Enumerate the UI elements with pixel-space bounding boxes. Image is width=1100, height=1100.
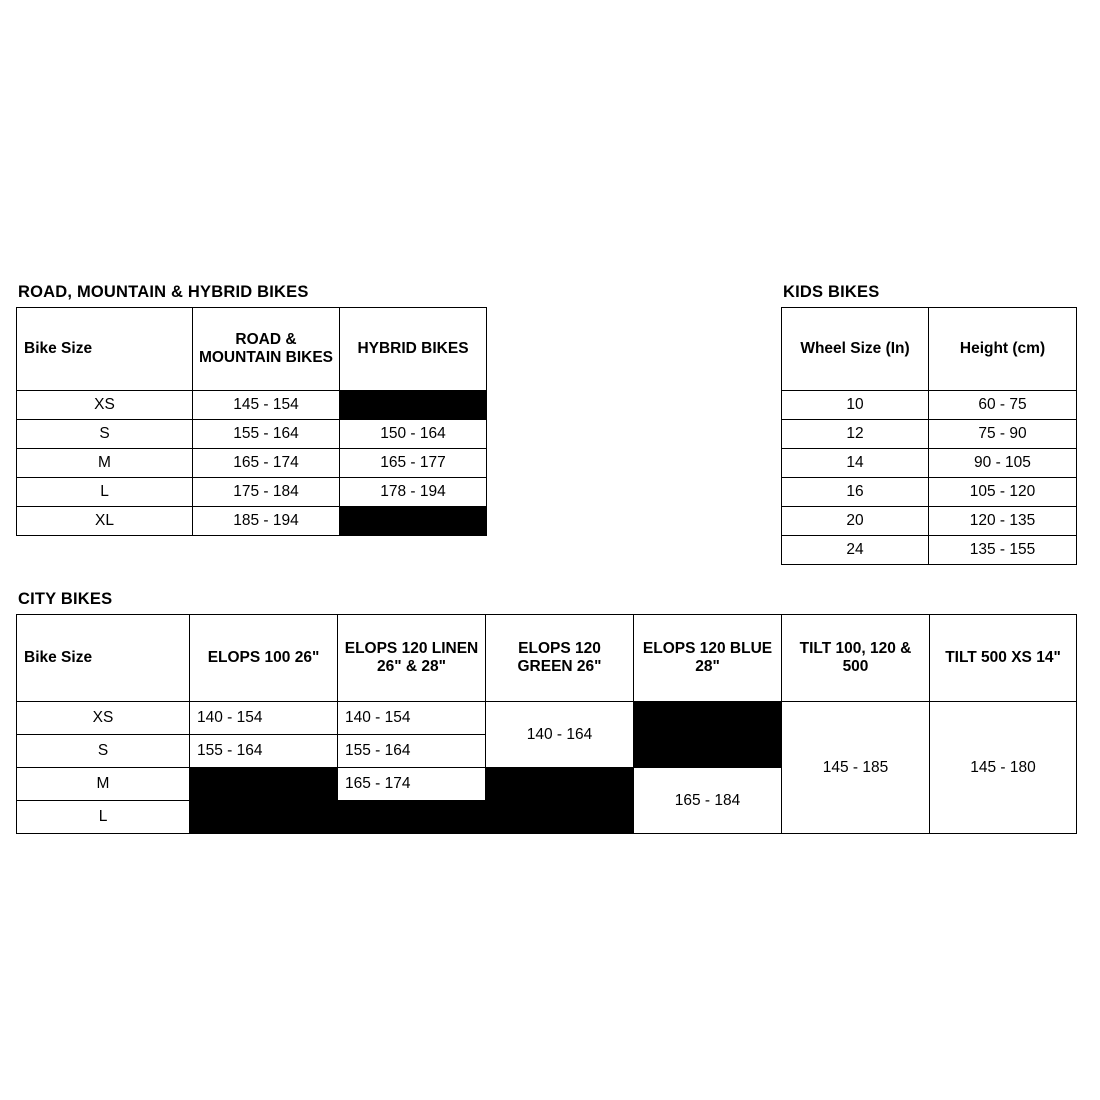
cell-bike-size: L <box>17 478 193 507</box>
column-header-bike-size: Bike Size <box>17 308 193 391</box>
cell-bike-size: M <box>17 768 190 801</box>
city-bikes-title: CITY BIKES <box>18 590 113 608</box>
column-header-elops-100-26: ELOPS 100 26" <box>190 615 338 702</box>
cell-wheel-size: 16 <box>782 478 929 507</box>
cell-hybrid: 150 - 164 <box>340 420 487 449</box>
kids-bikes-title: KIDS BIKES <box>783 283 880 301</box>
table-header-row <box>17 615 1077 702</box>
table-row <box>17 507 487 536</box>
cell-bike-size: XL <box>17 507 193 536</box>
table-row <box>17 391 487 420</box>
cell-elops-120-linen: 165 - 174 <box>338 768 486 801</box>
cell-bike-size: XS <box>17 702 190 735</box>
column-header-elops-120-linen: ELOPS 120 LINEN 26" & 28" <box>338 615 486 702</box>
cell-height: 120 - 135 <box>929 507 1077 536</box>
cell-wheel-size: 24 <box>782 536 929 565</box>
column-header-bike-size: Bike Size <box>17 615 190 702</box>
cell-hybrid: 178 - 194 <box>340 478 487 507</box>
table-row <box>782 420 1077 449</box>
cell-elops-120-green: 140 - 164 <box>486 702 634 768</box>
kids-bikes-table <box>781 307 1077 565</box>
table-header-row <box>17 308 487 391</box>
cell-wheel-size: 14 <box>782 449 929 478</box>
table-row <box>782 478 1077 507</box>
table-row <box>17 702 1077 735</box>
cell-bike-size: S <box>17 735 190 768</box>
cell-elops-120-blue-unavailable <box>634 702 782 768</box>
table-row <box>17 420 487 449</box>
cell-elops-100-26: 140 - 154 <box>190 702 338 735</box>
cell-height: 90 - 105 <box>929 449 1077 478</box>
city-bikes-table <box>16 614 1077 834</box>
cell-road-mountain: 155 - 164 <box>193 420 340 449</box>
cell-road-mountain: 145 - 154 <box>193 391 340 420</box>
cell-hybrid-unavailable <box>340 391 487 420</box>
cell-height: 60 - 75 <box>929 391 1077 420</box>
table-row <box>17 449 487 478</box>
cell-tilt-100-120-500: 145 - 185 <box>782 702 930 834</box>
column-header-tilt-500-xs-14: TILT 500 XS 14" <box>930 615 1077 702</box>
cell-height: 75 - 90 <box>929 420 1077 449</box>
kids-bikes-section <box>781 283 1077 565</box>
road-mountain-hybrid-title: ROAD, MOUNTAIN & HYBRID BIKES <box>18 283 309 301</box>
road-mountain-hybrid-section <box>16 283 487 536</box>
cell-tilt-500-xs-14: 145 - 180 <box>930 702 1077 834</box>
cell-elops-120-linen-unavailable <box>338 801 486 834</box>
cell-elops-120-blue: 165 - 184 <box>634 768 782 834</box>
cell-hybrid: 165 - 177 <box>340 449 487 478</box>
column-header-hybrid: HYBRID BIKES <box>340 308 487 391</box>
cell-bike-size: L <box>17 801 190 834</box>
cell-road-mountain: 185 - 194 <box>193 507 340 536</box>
cell-elops-100-26-unavailable <box>190 768 338 834</box>
column-header-tilt-100-120-500: TILT 100, 120 & 500 <box>782 615 930 702</box>
column-header-height: Height (cm) <box>929 308 1077 391</box>
table-row <box>782 391 1077 420</box>
cell-road-mountain: 165 - 174 <box>193 449 340 478</box>
cell-height: 105 - 120 <box>929 478 1077 507</box>
table-row <box>782 449 1077 478</box>
cell-bike-size: S <box>17 420 193 449</box>
cell-hybrid-unavailable <box>340 507 487 536</box>
column-header-elops-120-blue: ELOPS 120 BLUE 28" <box>634 615 782 702</box>
cell-elops-100-26: 155 - 164 <box>190 735 338 768</box>
cell-wheel-size: 20 <box>782 507 929 536</box>
cell-bike-size: XS <box>17 391 193 420</box>
column-header-wheel-size: Wheel Size (In) <box>782 308 929 391</box>
cell-elops-120-linen: 155 - 164 <box>338 735 486 768</box>
table-header-row <box>782 308 1077 391</box>
cell-elops-120-green-unavailable <box>486 768 634 834</box>
cell-elops-120-linen: 140 - 154 <box>338 702 486 735</box>
column-header-elops-120-green: ELOPS 120 GREEN 26" <box>486 615 634 702</box>
cell-wheel-size: 10 <box>782 391 929 420</box>
cell-height: 135 - 155 <box>929 536 1077 565</box>
column-header-road-mountain: ROAD & MOUNTAIN BIKES <box>193 308 340 391</box>
cell-wheel-size: 12 <box>782 420 929 449</box>
table-row <box>782 536 1077 565</box>
table-row <box>17 478 487 507</box>
cell-road-mountain: 175 - 184 <box>193 478 340 507</box>
road-mountain-hybrid-table <box>16 307 487 536</box>
cell-bike-size: M <box>17 449 193 478</box>
table-row <box>782 507 1077 536</box>
city-bikes-section <box>16 590 1077 834</box>
